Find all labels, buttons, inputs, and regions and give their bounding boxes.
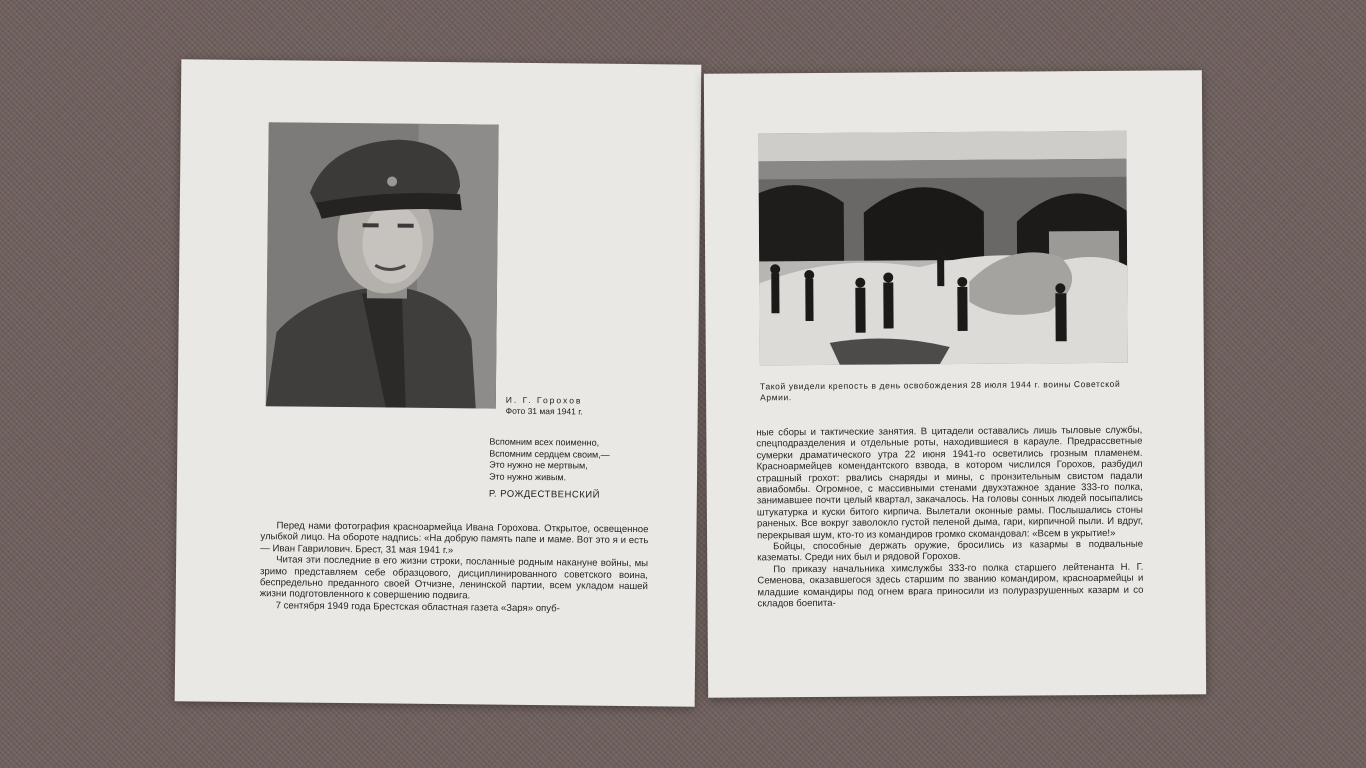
poem-line: Вспомним всех поименно, bbox=[489, 436, 600, 448]
poem-line: Это нужно не мертвым, bbox=[489, 459, 588, 471]
left-page-body-text bbox=[260, 520, 649, 615]
left-page bbox=[175, 59, 702, 706]
poem-author: Р. РОЖДЕСТВЕНСКИЙ bbox=[488, 488, 601, 501]
portrait-caption-date: Фото 31 мая 1941 г. bbox=[505, 405, 583, 417]
fortress-photo-caption: Такой увидели крепость в день освобождения 28 июля 1944 г. воины Советской Армии. bbox=[759, 378, 1121, 403]
right-page bbox=[704, 70, 1206, 697]
right-page-body-text bbox=[756, 425, 1143, 610]
soldier-portrait-photo bbox=[266, 122, 499, 408]
paragraph: Перед нами фотография красноармейца Ивана Горохова. Открытое, освещенное улыбкой лицо. На обороте надпись: «На добрую память папе и маме. Вот это я и есть — Иван Гаврилович. Брест, 31 мая 1941 г.» bbox=[260, 520, 649, 556]
paragraph: Читая эти последние в его жизни строки, посланные родным накануне войны, мы зримо представляем себе образцового, дисциплинированного советского воина, беспредельно преданного своей Отчизне, ленинской партии, всем укладом нашей жизни подготовленного к совершению подвига. bbox=[259, 554, 649, 602]
fortress-photo bbox=[758, 131, 1128, 366]
paragraph: По приказу начальника химслужбы 333-го полка старшего лейтенанта Н. Г. Семенова, оказавшегося здесь старшим по званию командиром, красноармейцы и младшие командиры под огнем врага приносили из полуразрушенных казарм и со складов боепита- bbox=[757, 561, 1144, 610]
portrait-caption-name: И. Г. Горохов bbox=[505, 394, 583, 406]
portrait-caption bbox=[506, 395, 583, 418]
paragraph: Бойцы, способные держать оружие, бросились из казармы в подвальные казематы. Среди них был и рядовой Горохов. bbox=[757, 538, 1144, 564]
fortress-image bbox=[758, 131, 1128, 366]
epigraph-poem bbox=[489, 437, 610, 502]
paragraph: ные сборы и тактические занятия. В цитадели оставались лишь тыловые службы, спецподразделения и отдельные роты, находившиеся в карауле. Предрассветные сумерки драматического утра 22 июня 1941-го осветились грозным пламенем. Красноармейцев комендантского взвода, в котором числился Горохов, разбудил страшный грохот: рвались снаряды и мины, с пронзительным свистом падали авиабомбы. Огромное, с массивными стенами двухэтажное здание 333-го полка, занимавшее почти целый квартал, закачалось. На головы сонных людей посыпались штукатурка и куски битого кирпича. Вылетали оконные рамы. Послышались стоны раненых. Все вокруг заволокло густой пеленой дыма, гари, кирпичной пыли. И вдруг, перекрывая шум, кто-то из командиров громко скомандовал: «Всем в укрытие!» bbox=[756, 424, 1144, 542]
poem-line: Это нужно живым. bbox=[488, 471, 567, 482]
paragraph: 7 сентября 1949 года Брестская областная газета «Заря» опуб- bbox=[275, 600, 560, 615]
portrait-image bbox=[266, 122, 499, 408]
poem-line: Вспомним сердцем своим,— bbox=[489, 448, 610, 460]
